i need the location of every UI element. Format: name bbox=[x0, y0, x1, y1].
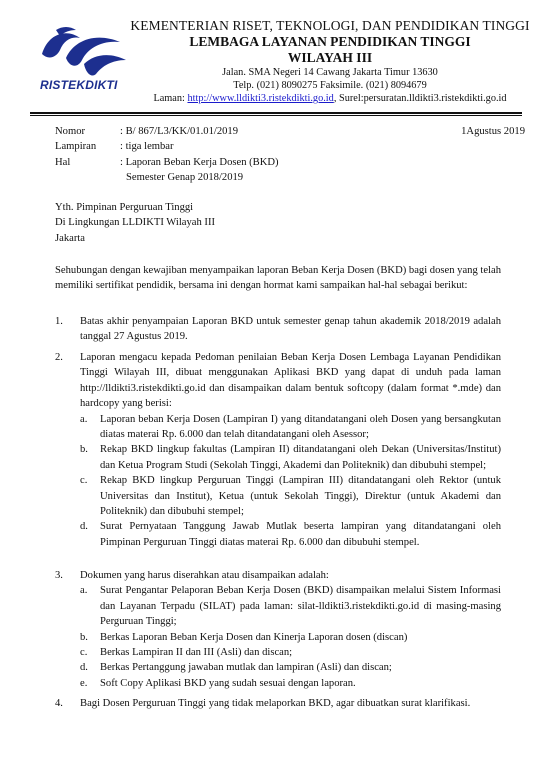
sub-item bbox=[80, 412, 501, 443]
recipient-line: Jakarta bbox=[55, 232, 85, 244]
item-number: 4. bbox=[55, 698, 63, 709]
sub-item bbox=[80, 630, 501, 645]
recipient-line: Yth. Pimpinan Perguruan Tinggi bbox=[55, 202, 194, 213]
nomor-label: Nomor bbox=[55, 126, 86, 137]
intro-paragraph: Sehubungan dengan kewajiban menyampaikan laporan Beban Kerja Dosen (BKD) bagi dosen yang telah memiliki sertifikat pendidik, bersama ini dengan hormat kami sampaikan hal-hal sebagai berikut: bbox=[55, 265, 501, 292]
sub-letter: a. bbox=[80, 413, 88, 425]
phone: Telp. (021) 8090275 Faksimile. (021) 8094679 bbox=[233, 80, 427, 91]
nomor-value: : B/ 867/L3/KK/01.01/2019 bbox=[120, 126, 239, 137]
letterhead bbox=[120, 18, 540, 105]
sub-text: Berkas Lampiran II dan III (Asli) dan discan; bbox=[100, 647, 293, 659]
web-prefix: Laman: bbox=[153, 93, 188, 104]
sub-letter: b. bbox=[80, 631, 88, 643]
sub-list bbox=[80, 583, 501, 691]
sub-item bbox=[80, 645, 501, 660]
lampiran-value: : tiga lembar bbox=[120, 141, 174, 153]
sub-letter: a. bbox=[80, 585, 88, 597]
recipient bbox=[55, 200, 215, 246]
sub-item bbox=[80, 583, 501, 629]
item-text: Bagi Dosen Perguruan Tinggi yang tidak melaporkan BKD, agar dibuatkan surat klarifikasi. bbox=[80, 698, 471, 709]
item-text: Laporan mengacu kepada Pedoman penilaian Beban Kerja Dosen Lembaga Layanan Pendidikan Tinggi Wilayah III, dibuat menggunakan Aplikasi BKD yang dapat di unduh pada laman http://lldikti3.ristekdikti.go.id dan disampaikan dalam bentuk softcopy (dalam format *.mde) dan hardcopy yang berisi: bbox=[80, 352, 501, 410]
hal-label: Hal bbox=[55, 156, 71, 168]
region-name: WILAYAH III bbox=[287, 50, 373, 65]
letterhead-rule bbox=[30, 112, 522, 114]
sub-item bbox=[80, 676, 501, 691]
sub-text: Berkas Laporan Beban Kerja Dosen dan Kinerja Laporan dosen (discan) bbox=[100, 631, 408, 643]
recipient-line: Di Lingkungan LLDIKTI Wilayah III bbox=[55, 217, 216, 229]
sub-text: Surat Pernyataan Tanggung Jawab Mutlak beserta lampiran yang ditandatangani oleh Pimpinan Perguruan Tinggi diatas materai Rp. 6.000 dan dibubuhi stempel. bbox=[100, 521, 501, 548]
lampiran-label: Lampiran bbox=[55, 141, 97, 153]
list-item bbox=[55, 568, 501, 691]
letter-date: 1Agustus 2019 bbox=[461, 126, 525, 137]
web-line bbox=[120, 92, 540, 105]
sub-text: Soft Copy Aplikasi BKD yang sudah sesuai dengan laporan. bbox=[100, 677, 356, 689]
sub-item bbox=[80, 519, 501, 550]
hal-value-line2: Semester Genap 2018/2019 bbox=[126, 172, 244, 184]
list-item bbox=[55, 314, 501, 345]
hal-value: : Laporan Beban Kerja Dosen (BKD) bbox=[120, 156, 279, 168]
sub-letter: d. bbox=[80, 662, 88, 674]
letter-meta bbox=[55, 124, 525, 186]
item-number: 1. bbox=[55, 316, 63, 327]
item-number: 2. bbox=[55, 352, 63, 363]
agency-name: LEMBAGA LAYANAN PENDIDIKAN TINGGI bbox=[189, 34, 471, 49]
sub-text: Laporan beban Kerja Dosen (Lampiran I) yang ditandatangani oleh Dosen yang bersangkutan diatas materai Rp. 6.000 dan telah ditandatangani oleh Asessor; bbox=[100, 413, 501, 441]
sub-letter: b. bbox=[80, 444, 88, 456]
sub-letter: c. bbox=[80, 647, 88, 659]
sub-text: Rekap BKD lingkup Perguruan Tinggi (Lampiran III) ditandatangani oleh Rektor (untuk Universitas dan Institut), Ketua (untuk Sekolah Tinggi), Direktur (untuk Akademi dan Politeknik) dan dibubuhi stempel; bbox=[100, 475, 501, 518]
letterhead-rule-thin bbox=[30, 115, 522, 116]
item-text: Dokumen yang harus diserahkan atau disampaikan adalah: bbox=[80, 570, 329, 581]
logo-text: RISTEKDIKTI bbox=[40, 78, 118, 92]
sub-item bbox=[80, 442, 501, 473]
website-link[interactable]: http://www.lldikti3.ristekdikti.go.id bbox=[187, 93, 334, 104]
list-item bbox=[55, 696, 501, 711]
sub-item bbox=[80, 660, 501, 675]
sub-text: Rekap BKD lingkup fakultas (Lampiran II) ditandatangani oleh Dekan (Universitas/Institut) dan Ketua Program Studi (Sekolah Tinggi, Akademi dan Politeknik) dan dibubuhi stempel; bbox=[100, 444, 501, 471]
sub-text: Berkas Pertanggung jawaban mutlak dan lampiran (Asli) dan discan; bbox=[100, 662, 392, 674]
address: Jalan. SMA Negeri 14 Cawang Jakarta Timur 13630 bbox=[222, 67, 438, 78]
sub-item bbox=[80, 473, 501, 519]
sub-letter: c. bbox=[80, 475, 88, 487]
sub-text: Surat Pengantar Pelaporan Beban Kerja Dosen (BKD) disampaikan melalui Sistem Informasi dan Layanan Terpadu (SILAT) pada laman: silat-lldikti3.ristekdikti.go.id di masing-masing Perguruan Tinggi; bbox=[100, 585, 501, 628]
list-item bbox=[55, 350, 501, 550]
email-text: , Surel:persuratan.lldikti3.ristekdikti.go.id bbox=[333, 93, 507, 104]
sub-letter: d. bbox=[80, 521, 88, 533]
sub-list bbox=[80, 412, 501, 551]
sub-letter: e. bbox=[80, 677, 88, 689]
item-text: Batas akhir penyampaian Laporan BKD untuk semester genap tahun akademik 2018/2019 adalah tanggal 27 Agustus 2019. bbox=[80, 316, 501, 343]
item-number: 3. bbox=[55, 570, 63, 581]
ministry-name: KEMENTERIAN RISET, TEKNOLOGI, DAN PENDIDIKAN TINGGI bbox=[130, 18, 530, 33]
